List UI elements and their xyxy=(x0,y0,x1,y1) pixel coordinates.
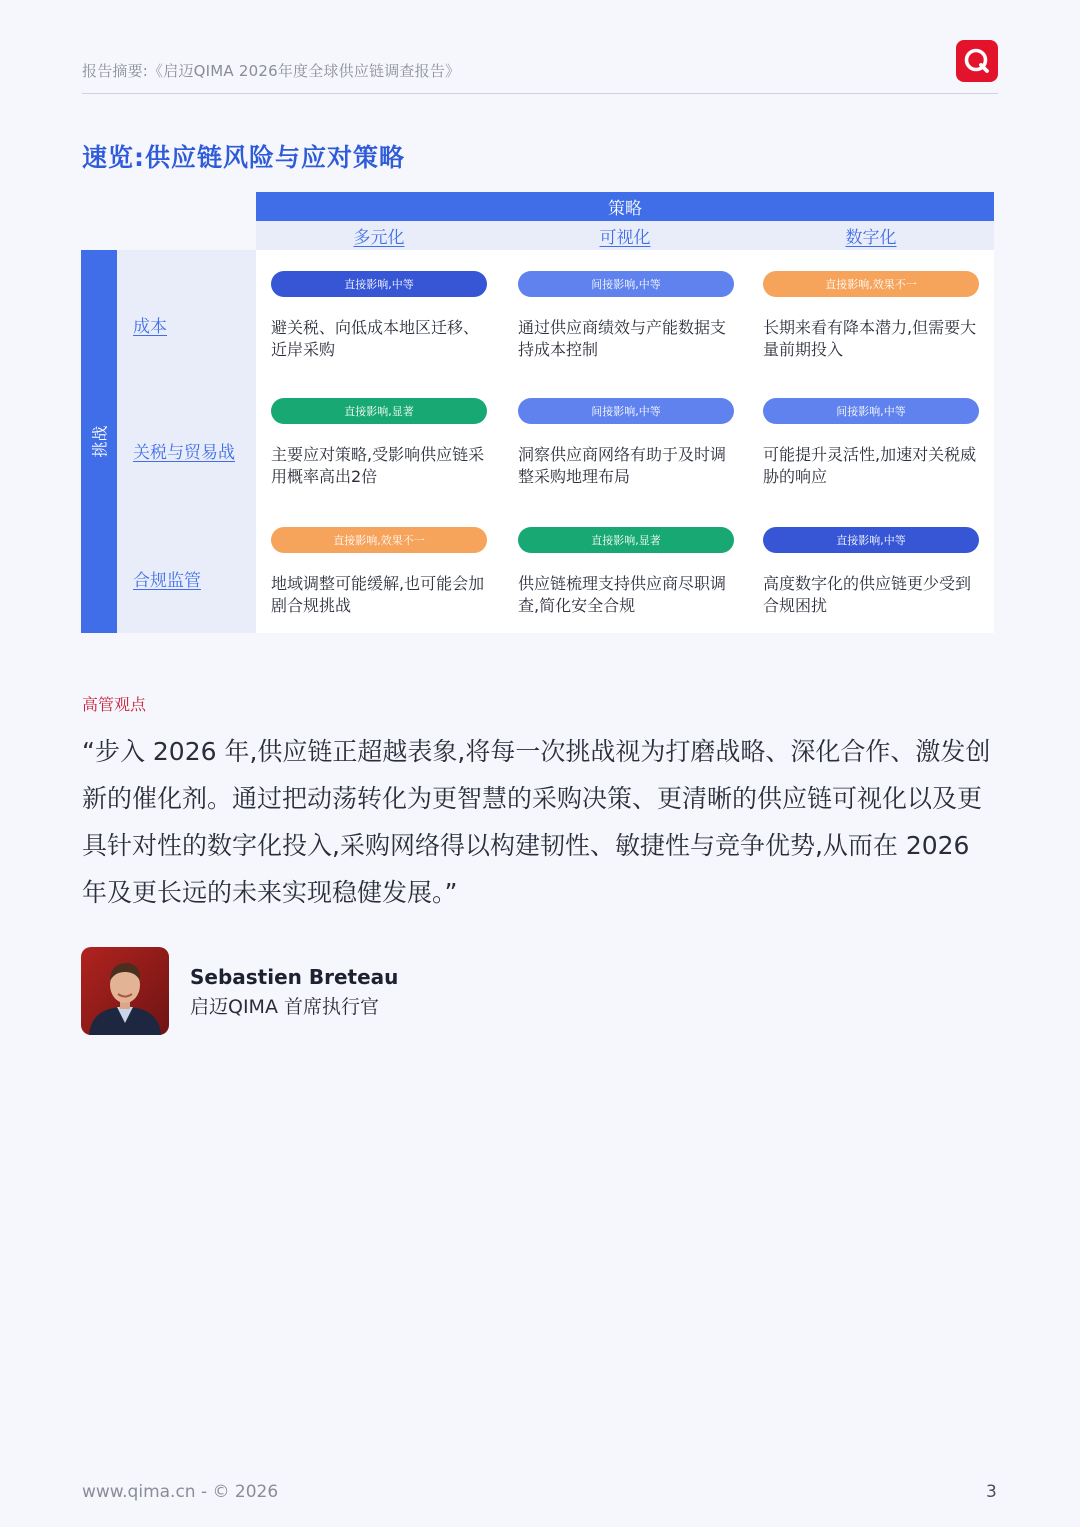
page-number: 3 xyxy=(986,1482,997,1502)
impact-badge: 间接影响,中等 xyxy=(518,398,734,424)
matrix-cell xyxy=(763,271,979,361)
strategy-header xyxy=(256,192,994,221)
header-title: 报告摘要:《启迈QIMA 2026年度全球供应链调查报告》 xyxy=(82,62,461,80)
column-header-visibility[interactable]: 可视化 xyxy=(599,228,651,248)
row-labels xyxy=(117,250,256,633)
cell-text: 通过供应商绩效与产能数据支持成本控制 xyxy=(518,318,727,359)
impact-badge: 直接影响,中等 xyxy=(271,271,487,297)
impact-badge: 直接影响,效果不一 xyxy=(271,527,487,553)
challenge-header xyxy=(81,250,117,633)
person-title: 启迈QIMA 首席执行官 xyxy=(190,996,379,1018)
matrix-cell xyxy=(271,398,487,488)
strategy-columns xyxy=(256,221,994,250)
header-divider xyxy=(82,93,998,94)
impact-badge: 间接影响,中等 xyxy=(518,271,734,297)
impact-badge: 直接影响,显著 xyxy=(518,527,734,553)
strategy-header-label: 策略 xyxy=(608,199,642,219)
cell-text: 洞察供应商网络有助于及时调整采购地理布局 xyxy=(518,445,727,486)
footer-site: www.qima.cn - © 2026 xyxy=(82,1482,279,1502)
cell-text: 供应链梳理支持供应商尽职调查,简化安全合规 xyxy=(518,574,727,615)
matrix-cell xyxy=(763,398,979,488)
row-label-cost[interactable]: 成本 xyxy=(133,317,167,337)
column-header-digitalization[interactable]: 数字化 xyxy=(845,228,897,248)
impact-badge: 直接影响,显著 xyxy=(271,398,487,424)
challenge-header-label: 挑战 xyxy=(90,425,110,458)
cell-text: 地域调整可能缓解,也可能会加剧合规挑战 xyxy=(271,574,485,615)
person-name: Sebastien Breteau xyxy=(190,965,399,989)
impact-badge: 直接影响,效果不一 xyxy=(763,271,979,297)
cell-text: 避关税、向低成本地区迁移、近岸采购 xyxy=(271,318,480,359)
executive-label: 高管观点 xyxy=(82,695,147,714)
row-label-compliance[interactable]: 合规监管 xyxy=(133,571,201,591)
avatar xyxy=(81,947,169,1035)
column-header-diversification[interactable]: 多元化 xyxy=(353,228,405,248)
impact-badge: 直接影响,中等 xyxy=(763,527,979,553)
row-label-tariffs[interactable]: 关税与贸易战 xyxy=(133,443,235,463)
cell-text: 高度数字化的供应链更少受到合规困扰 xyxy=(763,574,972,615)
matrix-cell xyxy=(271,527,487,617)
matrix-cell xyxy=(518,527,734,617)
matrix-cell xyxy=(271,271,487,361)
executive-quote: “步入 2026 年,供应链正超越表象,将每一次挑战视为打磨战略、深化合作、激发创新的催化剂。通过把动荡转化为更智慧的采购决策、更清晰的供应链可视化以及更具针对性的数字化投入,采购网络得以构建韧性、敏捷性与竞争优势,从而在 2026 年及更长远的未来实现稳健发展。” xyxy=(82,737,991,907)
qima-logo-icon[interactable] xyxy=(956,40,998,82)
section-title: 速览:供应链风险与应对策略 xyxy=(82,143,405,172)
cell-text: 长期来看有降本潜力,但需要大量前期投入 xyxy=(763,318,977,359)
matrix-cell xyxy=(518,398,734,488)
impact-badge: 间接影响,中等 xyxy=(763,398,979,424)
matrix-cell xyxy=(518,271,734,361)
matrix-grid xyxy=(256,250,994,633)
cell-text: 可能提升灵活性,加速对关税威胁的响应 xyxy=(763,445,977,486)
matrix-cell xyxy=(763,527,979,617)
cell-text: 主要应对策略,受影响供应链采用概率高出2倍 xyxy=(271,445,485,486)
